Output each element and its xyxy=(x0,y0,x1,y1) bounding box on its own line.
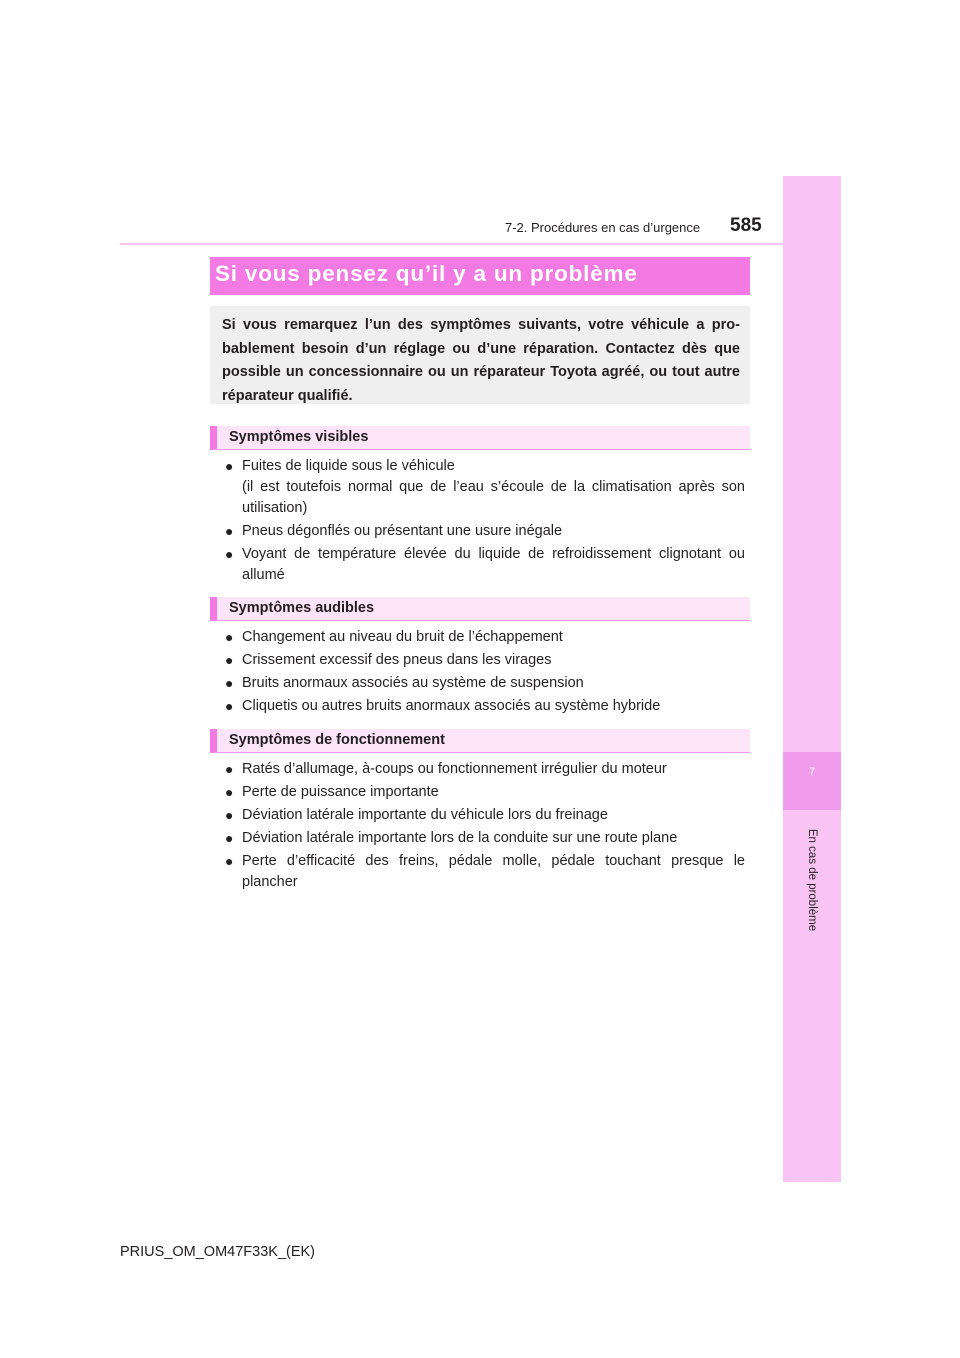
bullet-icon: ● xyxy=(225,523,234,539)
list-item-text: Déviation latérale importante du véhicule lors du freinage xyxy=(242,807,608,823)
header-rule xyxy=(120,243,841,245)
list-item-text: Pneus dégonflés ou présentant une usure inégale xyxy=(242,523,563,539)
list-item xyxy=(225,782,745,803)
list-item xyxy=(225,544,745,586)
list-item xyxy=(225,828,745,849)
section-title: Symptômes visibles xyxy=(229,429,369,445)
list-item-note xyxy=(225,477,745,519)
page-number: 585 xyxy=(730,215,762,236)
bullet-icon: ● xyxy=(225,807,234,823)
bullet-icon: ● xyxy=(225,675,234,691)
chapter-label: En cas de problème xyxy=(806,828,818,932)
bullet-icon: ● xyxy=(225,830,234,846)
section-list-fonctionnement xyxy=(225,759,745,895)
section-title: Symptômes de fonctionnement xyxy=(229,732,445,748)
bullet-icon: ● xyxy=(225,853,234,869)
section-list-audibles xyxy=(225,627,745,719)
bullet-icon: ● xyxy=(225,698,234,714)
list-item-text: Perte d’efficacité des freins, pédale molle, pédale touchant presque le plancher xyxy=(242,853,745,890)
chapter-side-tab-active xyxy=(783,752,841,810)
list-item-text: Ratés d’allumage, à-coups ou fonctionnement irrégulier du moteur xyxy=(242,761,667,777)
bullet-icon: ● xyxy=(225,652,234,668)
list-item-text: Perte de puissance importante xyxy=(242,784,439,800)
bullet-icon: ● xyxy=(225,761,234,777)
bullet-icon: ● xyxy=(225,546,234,562)
list-item-text: Cliquetis ou autres bruits anormaux associés au système hybride xyxy=(242,698,661,714)
list-item xyxy=(225,627,745,648)
section-header-fonctionnement xyxy=(210,729,750,753)
list-item-text: Crissement excessif des pneus dans les virages xyxy=(242,652,552,668)
chapter-number: 7 xyxy=(808,766,816,778)
section-header-visibles xyxy=(210,426,750,450)
chapter-side-tab xyxy=(783,176,841,1182)
list-item xyxy=(225,456,745,477)
bullet-icon: ● xyxy=(225,629,234,645)
running-header: 7-2. Procédures en cas d’urgence xyxy=(505,220,701,235)
intro-text: Si vous remarquez l’un des symptômes suivants, votre véhicule a pro-bablement besoin d’un réglage ou d’une réparation. Contactez dès que possible un concessionnaire ou un réparateur Toyota agréé, ou tout autre réparateur qualifié. xyxy=(222,317,740,404)
list-item xyxy=(225,851,745,893)
list-item-text: (il est toutefois normal que de l’eau s’écoule de la climatisation après son utilisation) xyxy=(242,479,745,516)
list-item-text: Déviation latérale importante lors de la conduite sur une route plane xyxy=(242,830,678,846)
list-item xyxy=(225,521,745,542)
bullet-icon: ● xyxy=(225,458,234,474)
document-footer: PRIUS_OM_OM47F33K_(EK) xyxy=(120,1244,316,1260)
list-item xyxy=(225,650,745,671)
section-title: Symptômes audibles xyxy=(229,600,375,616)
list-item xyxy=(225,696,745,717)
list-item-text: Changement au niveau du bruit de l’échappement xyxy=(242,629,563,645)
list-item xyxy=(225,673,745,694)
section-header-audibles xyxy=(210,597,750,621)
page-title: Si vous pensez qu’il y a un problème xyxy=(215,261,638,286)
list-item xyxy=(225,759,745,780)
list-item xyxy=(225,805,745,826)
intro-box xyxy=(210,306,750,404)
list-item-text: Bruits anormaux associés au système de suspension xyxy=(242,675,584,691)
section-list-visibles xyxy=(225,456,745,588)
list-item-text: Fuites de liquide sous le véhicule xyxy=(242,458,455,474)
list-item-text: Voyant de température élevée du liquide de refroidissement clignotant ou allumé xyxy=(242,546,745,583)
bullet-icon: ● xyxy=(225,784,234,800)
